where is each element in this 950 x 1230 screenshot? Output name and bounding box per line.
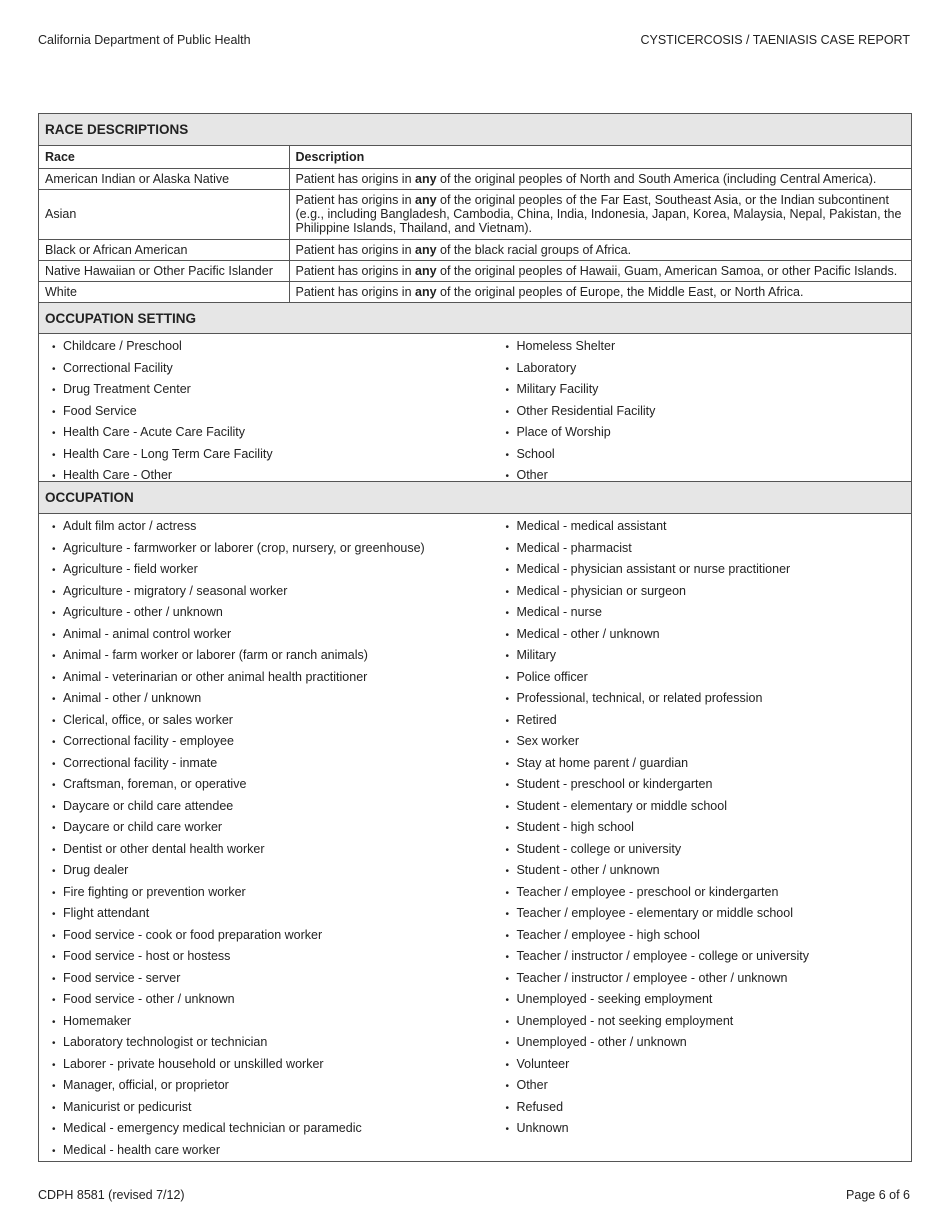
list-item: • Health Care - Acute Care Facility — [52, 422, 498, 444]
list-item: • Childcare / Preschool — [52, 336, 498, 358]
list-item: • Fire fighting or prevention worker — [52, 882, 498, 904]
description-cell: Patient has origins in any of the original peoples of the Far East, Southeast Asia, or the Indian subcontinent (e.g., including Bangladesh, Cambodia, China, India, Indonesia, Japan, Korea, Malaysia, Nepal, Pakistan, the Philippine Islands, Thailand, and Vietnam). — [289, 189, 911, 239]
race-cell: Asian — [39, 189, 289, 239]
list-item: • Daycare or child care worker — [52, 817, 498, 839]
list-item: • Laboratory technologist or technician — [52, 1032, 498, 1054]
list-item: • Daycare or child care attendee — [52, 796, 498, 818]
table-row — [39, 189, 911, 239]
list-item: • Student - preschool or kindergarten — [505, 774, 911, 796]
description-cell: Patient has origins in any of the original peoples of North and South America (including Central America). — [289, 168, 911, 189]
list-item: • Animal - farm worker or laborer (farm or ranch animals) — [52, 645, 498, 667]
list-item: • Medical - nurse — [505, 602, 911, 624]
list-item: • Medical - physician or surgeon — [505, 581, 911, 603]
description-cell: Patient has origins in any of the original peoples of Europe, the Middle East, or North Africa. — [289, 281, 911, 302]
list-item: • Manicurist or pedicurist — [52, 1097, 498, 1119]
list-item: • Teacher / instructor / employee - other / unknown — [505, 968, 911, 990]
list-item: • Food service - other / unknown — [52, 989, 498, 1011]
list-item: • Agriculture - migratory / seasonal worker — [52, 581, 498, 603]
list-item: • Adult film actor / actress — [52, 516, 498, 538]
list-item: • Health Care - Long Term Care Facility — [52, 444, 498, 466]
list-item: • Manager, official, or proprietor — [52, 1075, 498, 1097]
list-item: • Student - elementary or middle school — [505, 796, 911, 818]
list-item: • Food service - cook or food preparation worker — [52, 925, 498, 947]
list-item: • Medical - medical assistant — [505, 516, 911, 538]
form-frame — [38, 113, 912, 1162]
list-item: • Flight attendant — [52, 903, 498, 925]
list-item: • Volunteer — [505, 1054, 911, 1076]
list-item: • Animal - veterinarian or other animal health practitioner — [52, 667, 498, 689]
list-item: • Medical - emergency medical technician or paramedic — [52, 1118, 498, 1140]
list-item: • Homeless Shelter — [505, 336, 911, 358]
race-cell: Native Hawaiian or Other Pacific Islander — [39, 260, 289, 281]
list-item: • Place of Worship — [505, 422, 911, 444]
description-column-header: Description — [289, 146, 911, 168]
race-cell: White — [39, 281, 289, 302]
occupation-left-column — [39, 516, 498, 1161]
list-item: • Unemployed - seeking employment — [505, 989, 911, 1011]
list-item: • Food Service — [52, 401, 498, 423]
list-item: • Stay at home parent / guardian — [505, 753, 911, 775]
list-item: • Sex worker — [505, 731, 911, 753]
list-item: • Laboratory — [505, 358, 911, 380]
list-item: • Student - other / unknown — [505, 860, 911, 882]
list-item: • Drug Treatment Center — [52, 379, 498, 401]
list-item: • Medical - other / unknown — [505, 624, 911, 646]
list-item: • Craftsman, foreman, or operative — [52, 774, 498, 796]
list-item: • Refused — [505, 1097, 911, 1119]
occupation-setting-title: OCCUPATION SETTING — [39, 302, 911, 334]
list-item: • Teacher / instructor / employee - college or university — [505, 946, 911, 968]
list-item: • Unemployed - other / unknown — [505, 1032, 911, 1054]
table-row — [39, 168, 911, 189]
description-cell: Patient has origins in any of the original peoples of Hawaii, Guam, American Samoa, or other Pacific Islands. — [289, 260, 911, 281]
list-item: • Other — [505, 1075, 911, 1097]
list-item: • Unemployed - not seeking employment — [505, 1011, 911, 1033]
header-agency: California Department of Public Health — [38, 33, 251, 47]
list-item: • Laborer - private household or unskilled worker — [52, 1054, 498, 1076]
list-item: • Dentist or other dental health worker — [52, 839, 498, 861]
list-item: • Teacher / employee - high school — [505, 925, 911, 947]
list-item: • Medical - physician assistant or nurse practitioner — [505, 559, 911, 581]
occupation-title: OCCUPATION — [39, 482, 911, 514]
list-item: • Medical - pharmacist — [505, 538, 911, 560]
footer-form-number: CDPH 8581 (revised 7/12) — [38, 1188, 185, 1202]
table-row — [39, 239, 911, 260]
race-cell: American Indian or Alaska Native — [39, 168, 289, 189]
race-column-header: Race — [39, 146, 289, 168]
list-item: • Agriculture - field worker — [52, 559, 498, 581]
description-cell: Patient has origins in any of the black racial groups of Africa. — [289, 239, 911, 260]
occupation-setting-left-column — [39, 336, 498, 487]
list-item: • Student - high school — [505, 817, 911, 839]
footer-page-number: Page 6 of 6 — [846, 1188, 910, 1202]
list-item: • Military Facility — [505, 379, 911, 401]
list-item: • Agriculture - farmworker or laborer (crop, nursery, or greenhouse) — [52, 538, 498, 560]
occupation-setting-right-column — [498, 336, 911, 487]
list-item: • Clerical, office, or sales worker — [52, 710, 498, 732]
list-item: • Drug dealer — [52, 860, 498, 882]
list-item: • Animal - other / unknown — [52, 688, 498, 710]
list-item: • Retired — [505, 710, 911, 732]
list-item: • Homemaker — [52, 1011, 498, 1033]
list-item: • Correctional facility - employee — [52, 731, 498, 753]
table-row — [39, 260, 911, 281]
list-item: • Teacher / employee - preschool or kindergarten — [505, 882, 911, 904]
race-table — [39, 146, 911, 302]
list-item: • Police officer — [505, 667, 911, 689]
list-item: • Teacher / employee - elementary or middle school — [505, 903, 911, 925]
list-item: • Animal - animal control worker — [52, 624, 498, 646]
race-section-title: RACE DESCRIPTIONS — [39, 114, 911, 146]
list-item: • Food service - server — [52, 968, 498, 990]
occupation-right-column — [498, 516, 911, 1161]
list-item: • Food service - host or hostess — [52, 946, 498, 968]
race-cell: Black or African American — [39, 239, 289, 260]
occupation-setting-list — [39, 334, 911, 482]
list-item: • Correctional facility - inmate — [52, 753, 498, 775]
list-item: • Agriculture - other / unknown — [52, 602, 498, 624]
list-item: • Other Residential Facility — [505, 401, 911, 423]
list-item: • Military — [505, 645, 911, 667]
list-item: • Correctional Facility — [52, 358, 498, 380]
list-item: • Health Care - Other — [52, 465, 498, 487]
list-item: • School — [505, 444, 911, 466]
occupation-list — [39, 514, 911, 1161]
table-row — [39, 281, 911, 302]
list-item: • Unknown — [505, 1118, 911, 1140]
header-report-title: CYSTICERCOSIS / TAENIASIS CASE REPORT — [640, 33, 910, 47]
list-item: • Professional, technical, or related profession — [505, 688, 911, 710]
list-item: • Medical - health care worker — [52, 1140, 498, 1162]
list-item: • Student - college or university — [505, 839, 911, 861]
list-item: • Other — [505, 465, 911, 487]
